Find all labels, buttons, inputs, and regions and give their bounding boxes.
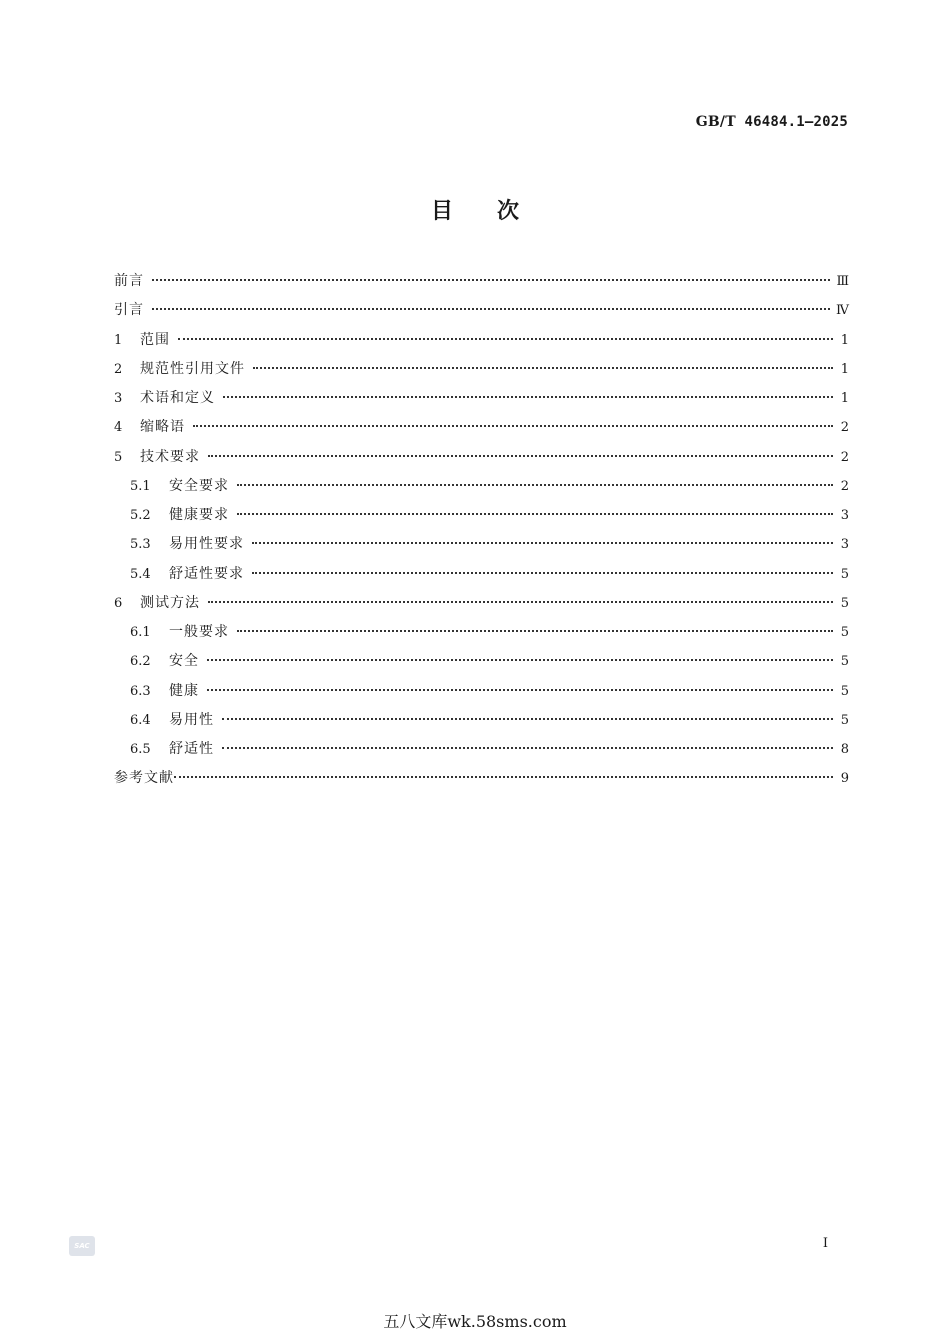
toc-entry-label: 舒适性 — [169, 741, 214, 757]
toc-dot-leader — [252, 572, 833, 574]
toc-entry[interactable] — [114, 592, 849, 621]
toc-dot-leader — [237, 513, 833, 515]
toc-entry-page: 9 — [840, 771, 849, 787]
toc-entry-page: 2 — [840, 420, 849, 436]
toc-entry[interactable] — [114, 475, 849, 504]
toc-dot-leader — [222, 747, 833, 749]
toc-dot-leader — [222, 718, 833, 720]
toc-entry[interactable] — [114, 446, 849, 475]
toc-entry[interactable] — [114, 416, 849, 445]
toc-dot-leader — [208, 455, 833, 457]
document-code-number: 46484.1—2025 — [744, 114, 848, 130]
toc-entry-label: 测试方法 — [140, 594, 200, 611]
page-title: 目次 — [430, 199, 563, 224]
toc-entry-page: 5 — [840, 654, 849, 670]
toc-entry-label: 一般要求 — [169, 624, 229, 640]
toc-entry-page: 3 — [840, 508, 849, 523]
toc-entry-number: 6 — [114, 595, 123, 611]
toc-entry-number: 2 — [114, 361, 123, 377]
toc-entry[interactable] — [114, 270, 849, 299]
toc-entry[interactable] — [114, 533, 849, 562]
toc-entry-number: 6.3 — [130, 683, 151, 699]
toc-entry-label: 参考文献 — [114, 770, 174, 787]
page-folio: I — [822, 1236, 828, 1251]
toc-dot-leader — [237, 630, 833, 632]
toc-entry-page: 1 — [840, 332, 849, 348]
toc-entry-page: 2 — [840, 449, 849, 465]
toc-entry[interactable] — [114, 738, 849, 767]
toc-entry-label: 引言 — [114, 302, 144, 319]
toc-entry-label: 规范性引用文件 — [140, 360, 245, 377]
toc-entry[interactable] — [114, 680, 849, 709]
toc-entry-page: 2 — [840, 478, 849, 494]
toc-entry-label: 范围 — [140, 331, 170, 348]
toc-entry-number: 6.1 — [130, 625, 151, 640]
toc-entry[interactable] — [114, 709, 849, 738]
toc-dot-leader — [208, 601, 833, 603]
toc-entry-number: 5.3 — [130, 537, 151, 553]
toc-entry-page: 5 — [840, 712, 849, 728]
toc-entry-number: 5.1 — [130, 478, 151, 494]
toc-dot-leader — [207, 659, 833, 661]
toc-dot-leader — [252, 542, 833, 544]
toc-dot-leader — [237, 484, 833, 486]
toc-entry-number: 4 — [114, 420, 123, 436]
toc-entry-number: 5 — [114, 449, 123, 465]
toc-entry-number: 1 — [114, 332, 123, 348]
toc-entry-number: 5.2 — [130, 508, 151, 523]
toc-entry-number: 3 — [114, 391, 123, 406]
toc-entry[interactable] — [114, 621, 849, 650]
toc-entry[interactable] — [114, 299, 849, 328]
toc-entry[interactable] — [114, 358, 849, 387]
toc-entry-label: 易用性 — [169, 711, 214, 728]
toc-entry[interactable] — [114, 767, 849, 796]
toc-dot-leader — [193, 425, 833, 427]
toc-entry[interactable] — [114, 650, 849, 679]
toc-entry-page: 8 — [840, 742, 849, 757]
toc-entry-label: 技术要求 — [140, 448, 200, 465]
toc-dot-leader — [178, 338, 833, 340]
document-code — [696, 114, 848, 130]
toc-entry-label: 安全 — [169, 653, 199, 670]
toc-entry-label: 健康要求 — [169, 507, 229, 523]
toc-entry[interactable] — [114, 504, 849, 533]
toc-entry-page: 3 — [840, 537, 849, 553]
toc-entry-page: Ⅳ — [836, 303, 849, 319]
toc-entry[interactable] — [114, 387, 849, 416]
toc-entry-label: 术语和定义 — [140, 390, 215, 406]
toc-entry-page: 5 — [840, 625, 849, 640]
toc-entry[interactable] — [114, 563, 849, 592]
toc-dot-leader — [174, 776, 833, 778]
toc-dot-leader — [253, 367, 833, 369]
toc-entry-label: 前言 — [114, 273, 144, 289]
toc-entry-page: 5 — [840, 566, 849, 582]
toc-entry-label: 安全要求 — [169, 477, 229, 494]
toc-entry-number: 5.4 — [130, 566, 151, 582]
table-of-contents — [114, 270, 849, 797]
toc-entry-page: 1 — [840, 391, 849, 406]
toc-entry-number: 6.4 — [130, 712, 151, 728]
watermark-footer: 五八文库wk.58sms.com — [383, 1312, 567, 1331]
toc-entry-label: 易用性要求 — [169, 536, 244, 553]
toc-entry-number: 6.2 — [130, 654, 151, 670]
toc-entry-page: 1 — [840, 361, 849, 377]
toc-dot-leader — [152, 279, 830, 281]
toc-dot-leader — [223, 396, 833, 398]
toc-dot-leader — [207, 689, 833, 691]
toc-entry-label: 舒适性要求 — [169, 565, 244, 582]
sac-logo: SAC — [69, 1236, 95, 1256]
toc-entry-page: Ⅲ — [836, 274, 849, 289]
toc-dot-leader — [152, 308, 830, 310]
toc-entry-label: 缩略语 — [140, 419, 185, 436]
toc-entry-label: 健康 — [169, 682, 199, 699]
toc-entry-page: 5 — [840, 683, 849, 699]
toc-entry-number: 6.5 — [130, 742, 151, 757]
toc-entry[interactable] — [114, 329, 849, 358]
toc-entry-page: 5 — [840, 595, 849, 611]
document-code-prefix: GB/T — [695, 114, 736, 130]
